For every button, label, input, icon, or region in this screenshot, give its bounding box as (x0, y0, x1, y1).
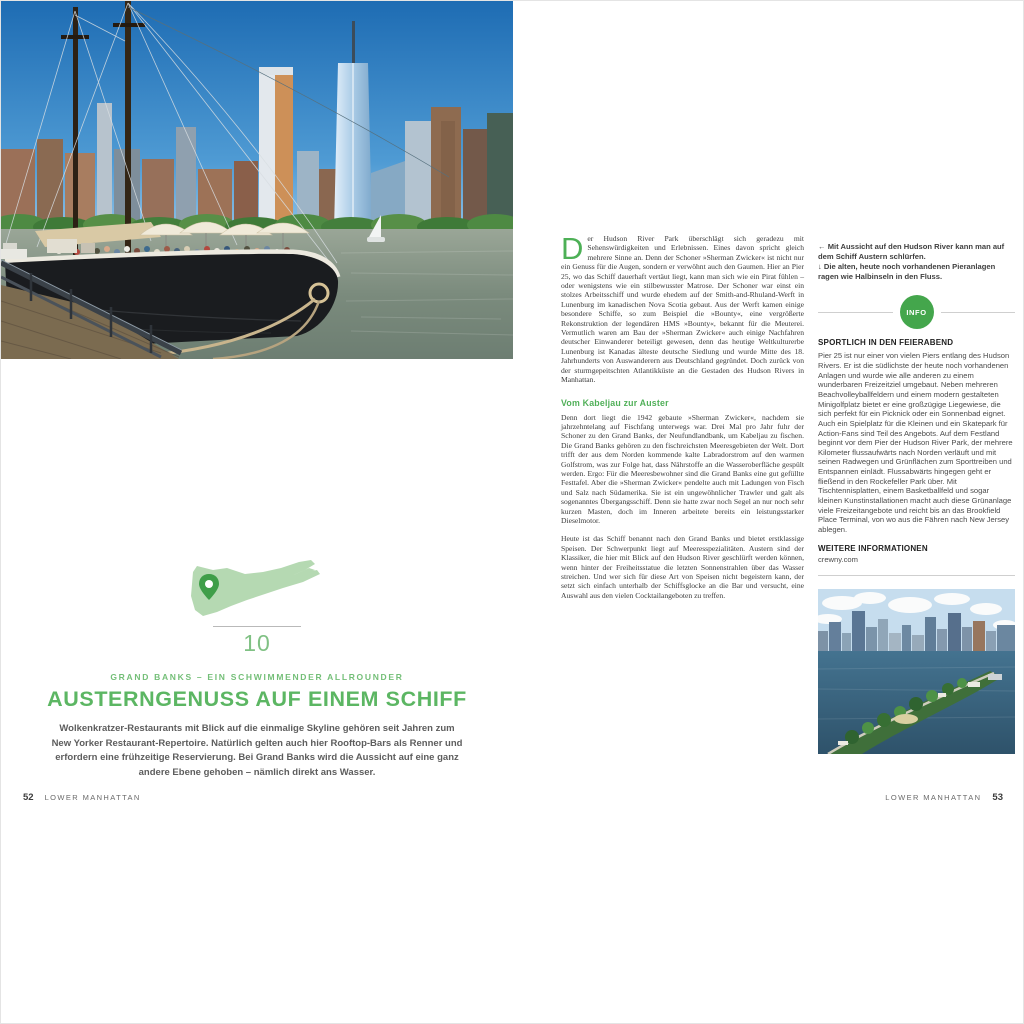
section-label: LOWER MANHATTAN (44, 793, 141, 802)
section-label: LOWER MANHATTAN (885, 793, 982, 802)
info-body: Pier 25 ist nur einer von vielen Piers entlang des Hudson Rivers. Er ist die südlichste der heute noch vorhandenen Anlagen und wurde wie alle anderen zu einem wunderbaren Freizeitziel umgebaut. Neben mehreren Beachvolleyballfeldern und einem modern gestalteten Minigolfplatz bietet er eine großzügige Liegewiese, die sich perfekt für ein Picknick oder ein Sonnenbad eignet. Auch ein Spielplatz für die Kleinen und ein Skatepark für Action-Fans sind Teil des Angebots. Auf dem Festland beginnt vor dem Pier der Hudson River Park, der mehrere Kilometer flussaufwärts nach Norden verläuft und mit seinen Radwegen und Grünflächen zum Sporttreiben und Entspannen einlädt. Flussabwärts hingegen geht er fließend in den Rockefeller Park über. Mit Tischtennisplatten, einem Basketballfeld und sogar kleinen Kunstinstallationen macht auch diese Grünanlage viele Freizeitangebote und reicht bis an das Brookfield Place Terminal, von wo aus die Fähren nach New Jersey ablegen. (818, 351, 1013, 534)
body-paragraph-2: Denn dort liegt die 1942 gebaute »Sherman Zwicker«, nachdem sie jahrzehntelang auf Fischfang unterwegs war. Drei Mal pro Jahr fuhr der Schoner zu den Grand Banks, der Neufundlandbank, um Kabeljau zu fischen. Die Grand Banks gehören zu den fischreichsten Meeresgebieten der Welt. Dort trifft der aus dem Norden kommende kalte Labradorstrom auf den warmen Golfstrom, was zur Folge hat, dass Nährstoffe an die Wasseroberfläche gespült werden. Ergo: Für die Meeresbewohner sind die Grand Banks eine gut gefüllte Festtafel. Aber die »Sherman Zwicker« pendelte auch mit Ladungen von Fisch und Salz nach Südamerika. Sie ist ein ungewöhnlicher Trawler und galt als sogenanntes Übergangsschiff. Denn sie hatte zwar noch Segel an nur noch sehr kurzen Masten, doch im Inneren arbeitete bereits ein leistungsstarker Dieselmotor. (561, 412, 804, 525)
chapter-number: 10 (243, 630, 271, 656)
more-info-heading: WEITERE INFORMATIONEN (818, 543, 928, 553)
page-title: AUSTERNGENUSS AUF EINEM SCHIFF (47, 687, 467, 711)
photo-caption-1: ← Mit Aussicht auf den Hudson River kann man auf dem Schiff Austern schlürfen. (818, 242, 1005, 261)
drop-cap: D (561, 231, 584, 266)
info-badge-row (818, 295, 1015, 329)
schooner-skyline-photo (1, 1, 513, 359)
pier-aerial-photo (818, 589, 1015, 754)
divider-line (213, 626, 301, 627)
body-paragraph-3: Heute ist das Schiff benannt nach den Grand Banks und bietet erstklassige Speisen. Der Schwerpunkt liegt auf Meeresspezialitäten. Austern sind der Klassiker, die hier mit Blick auf den Hudson River geschlürft werden können, wenn hinter der Freiheitsstatue die letzten Sonnenstrahlen über das Wasser streichen. Und wer sich für diese Art von Speisen nicht begeistern kann, der setzt sich einfach unterhalb der Schiffsglocke an die Bar und versucht, eine Auswahl aus den vielen Cocktailangeboten zu treffen. (561, 534, 804, 600)
section-heading: Vom Kabeljau zur Auster (561, 397, 669, 408)
page-number: 53 (992, 792, 1003, 803)
long-island-map-icon (187, 558, 327, 620)
rule-right (941, 312, 1016, 313)
intro-paragraph: Wolkenkratzer-Restaurants mit Blick auf die einmalige Skyline gehören seit Jahren zum New Yorker Restaurant-Repertoire. Natürlich gelten auch hier Rooftop-Bars als Renner und erfordern eine frühzeitige Reservierung. Bei Grand Banks wird die Aussicht auf eine ganz andere Ebene gehoben – nämlich direkt ans Wasser. (51, 723, 463, 779)
body-paragraph-1: Der Hudson River Park überschlägt sich geradezu mit Sehenswürdigkeiten und Erlebnissen. Eines davon spricht gleich mehrere Sinne an. Denn der Schoner »Sherman Zwicker« ist nicht nur ein Genuss für die Augen, sondern er verwöhnt auch den Gaumen. Hier an Pier 25, wo das Schiff dauerhaft vertäut liegt, kann man sich wie ein Pirat fühlen – oder wenigstens wie ein stilbewusster Matrose. Der Schoner war einst ein stolzes Arbeitsschiff und wurde ehedem auf der Smith-and-Rhuland-Werft in Lunenburg im kanadischen Nova Scotia gebaut. Aus der Werft kamen einige besondere Schiffe, so zum Beispiel die »Bounty«, eine vergrößerte Rekonstruktion der legendären HMS »Bounty«, bekannt für die Meuterei. Vermutlich waren am Bau der »Sherman Zwicker« auch einige Nachfahren deutscher Einwanderer beteiligt gewesen, denn das heutige Weltkulturerbe Lunenburg ist Kanadas älteste deutsche Siedlung und wurde Mitte des 18. Jahrhunderts von Auswanderern aus Deutschland gegründet. Doch zurück von der sturmgepeitschten Atlantikküste an die Gestaden des Hudson Rivers in Manhattan. (561, 231, 804, 385)
footer-right (885, 792, 1003, 803)
rule-left (818, 312, 893, 313)
sidebar-divider (818, 575, 1015, 576)
article-column (561, 231, 804, 600)
website-link[interactable]: crewny.com (818, 554, 858, 564)
page-number: 52 (23, 792, 34, 803)
info-badge: INFO (900, 295, 934, 329)
info-heading: SPORTLICH IN DEN FEIERABEND (818, 338, 954, 348)
footer-left (23, 792, 141, 803)
kicker: GRAND BANKS – EIN SCHWIMMENDER ALLROUNDER (110, 672, 404, 682)
sidebar-column (818, 242, 1015, 754)
photo-caption-2: ↓ Die alten, heute noch vorhandenen Pieranlagen ragen wie Halbinseln in den Fluss. (818, 261, 996, 281)
